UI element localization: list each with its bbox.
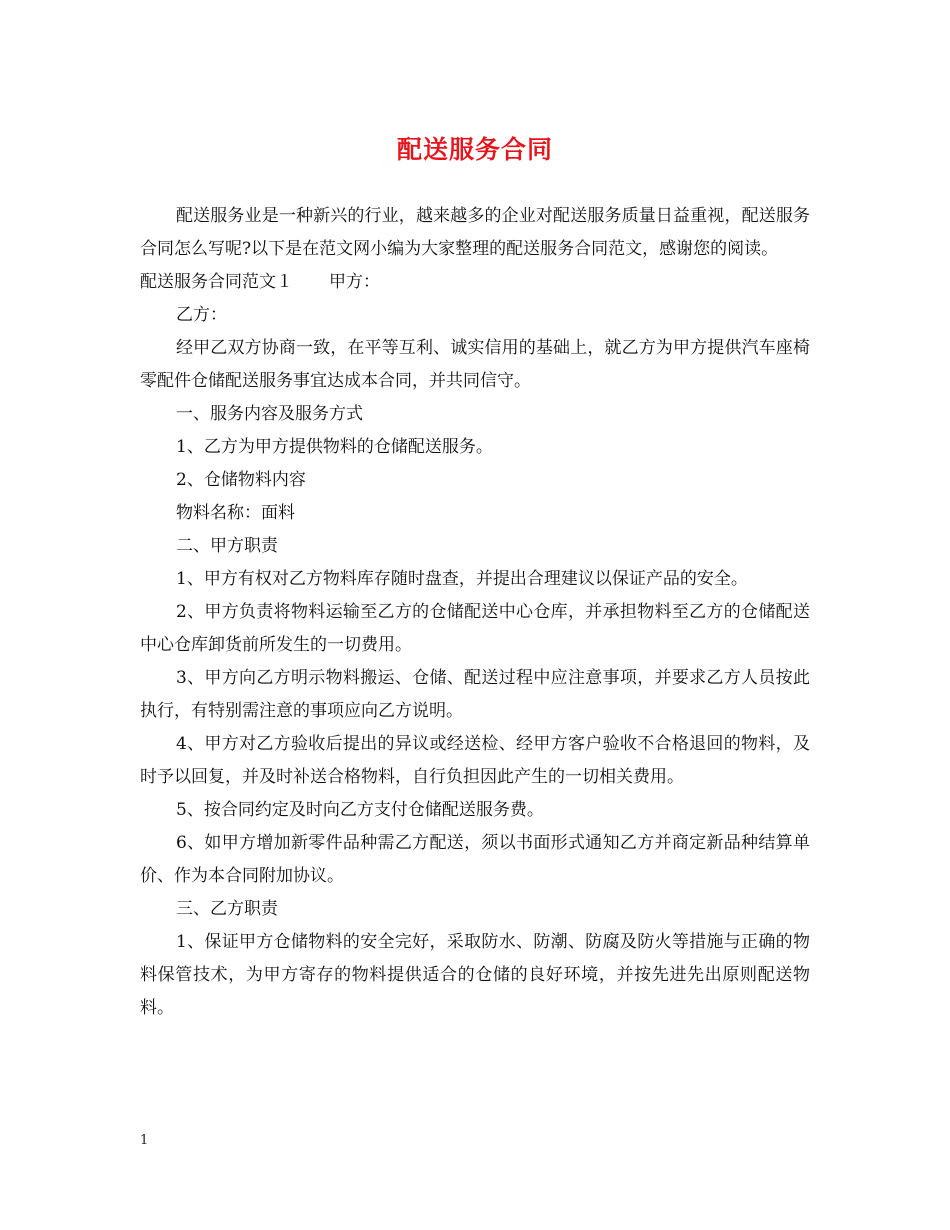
clause-paragraph: 2、甲方负责将物料运输至乙方的仓储配送中心仓库，并承担物料至乙方的仓储配送中心仓库卸货前所发生的一切费用。 <box>140 602 810 655</box>
clause-paragraph: 1、保证甲方仓储物料的安全完好，采取防水、防潮、防腐及防火等措施与正确的物料保管技术，为甲方寄存的物料提供适合的仓储的良好环境，并按先进先出原则配送物料。 <box>140 932 810 1018</box>
document-body <box>140 200 810 1025</box>
clause-paragraph: 1、甲方有权对乙方物料库存随时盘查，并提出合理建议以保证产品的安全。 <box>176 569 748 589</box>
clause-paragraph: 2、仓储物料内容 <box>176 470 306 490</box>
material-name-line: 物料名称：面料 <box>176 503 295 523</box>
page-number: 1 <box>140 1133 149 1148</box>
clause-paragraph: 5、按合同约定及时向乙方支付仓储配送服务费。 <box>176 800 544 820</box>
party-a-label: 甲方： <box>329 272 380 292</box>
document-title: 配送服务合同 <box>396 135 553 164</box>
intro-paragraph: 配送服务业是一种新兴的行业，越来越多的企业对配送服务质量日益重视，配送服务合同怎么写呢?以下是在范文网小编为大家整理的配送服务合同范文，感谢您的阅读。 <box>140 206 810 259</box>
clause-paragraph: 4、甲方对乙方验收后提出的异议或经送检、经甲方客户验收不合格退回的物料，及时予以回复，并及时补送合格物料，自行负担因此产生的一切相关费用。 <box>140 734 810 787</box>
section-heading: 三、乙方职责 <box>176 899 278 919</box>
clause-paragraph: 3、甲方向乙方明示物料搬运、仓储、配送过程中应注意事项，并要求乙方人员按此执行，有特别需注意的事项应向乙方说明。 <box>140 668 810 721</box>
sample-heading: 配送服务合同范文１ <box>140 272 293 292</box>
sample-heading-line <box>140 266 810 299</box>
clause-paragraph: 6、如甲方增加新零件品种需乙方配送，须以书面形式通知乙方并商定新品种结算单价、作为本合同附加协议。 <box>140 833 810 886</box>
party-b-label: 乙方： <box>176 305 227 325</box>
section-heading: 一、服务内容及服务方式 <box>176 404 363 424</box>
preamble-paragraph: 经甲乙双方协商一致，在平等互利、诚实信用的基础上，就乙方为甲方提供汽车座椅零配件仓储配送服务事宜达成本合同，并共同信守。 <box>140 338 810 391</box>
clause-paragraph: 1、乙方为甲方提供物料的仓储配送服务。 <box>176 437 493 457</box>
section-heading: 二、甲方职责 <box>176 536 278 556</box>
